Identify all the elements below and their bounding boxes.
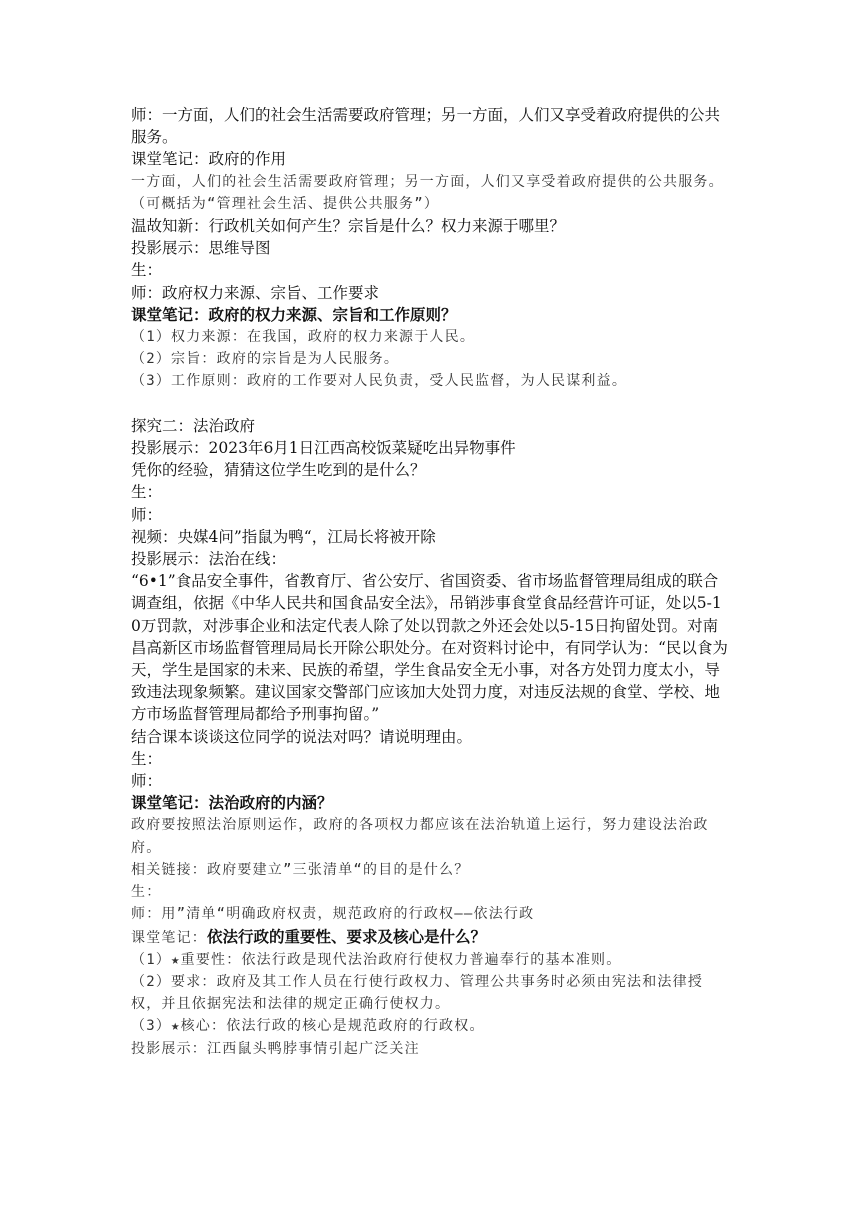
inquiry-two-heading: 探究二：法治政府 [131,416,256,435]
teacher-remark-5: 师：用”清单“明确政府权责，规范政府的行政权——依法行政 [131,906,535,923]
requirement-item: （2）要求：政府及其工作人员在行使行政权力、管理公共事务时必须由宪法和法律授权，并且依据宪法和法律的规定正确行使权力。 [131,973,704,1013]
class-note-heading-rule-of-law: 课堂笔记：法治政府的内涵？ [131,793,333,813]
discussion-question: 结合课本谈谈这位同学的说法对吗？请说明理由。 [131,727,473,746]
related-link: 相关链接：政府要建立”三张清单“的目的是什么？ [131,861,470,878]
class-note-admin-question: 依法行政的重要性、要求及核心是什么？ [207,926,487,946]
video-line: 视频：央媒4问”指鼠为鸭“，江局长将被开除 [131,527,436,546]
student-line-2: 生： [131,483,163,502]
core-item: （3）★核心：依法行政的核心是规范政府的行政权。 [131,1018,485,1035]
class-note-label: 课堂笔记： [131,929,207,946]
teacher-line-4: 师： [131,772,163,791]
document-body [131,104,731,1060]
review-question: 温故知新：行政机关如何产生？宗旨是什么？权力来源于哪里？ [131,217,566,236]
work-principle-item: （3）工作原则：政府的工作要对人民负责，受人民监督，为人民谋利益。 [131,373,628,390]
blank-spacer [131,393,731,415]
projection-mindmap: 投影展示：思维导图 [131,239,271,258]
class-note-heading-role: 课堂笔记：政府的作用 [131,150,287,169]
projection-rat-head: 投影展示：江西鼠头鸭脖事情引起广泛关注 [131,1040,420,1057]
teacher-line-3: 师： [131,505,163,524]
guess-question: 凭你的经验，猜猜这位学生吃到的是什么？ [131,461,426,480]
student-line-1: 生： [131,261,163,280]
student-line-4: 生： [131,884,162,901]
student-line-3: 生： [131,749,163,768]
class-note-heading-admin [131,926,731,949]
class-note-role-text: 一方面，人们的社会生活需要政府管理；另一方面，人们又享受着政府提供的公共服务。（可概括为“管理社会生活、提供公共服务”） [131,173,724,212]
teacher-remark-1: 师：一方面，人们的社会生活需要政府管理；另一方面，人们又享受着政府提供的公共服务。 [131,106,721,147]
class-note-heading-power: 课堂笔记：政府的权力来源、宗旨和工作原则？ [131,304,457,324]
rule-of-law-text: 政府要按照法治原则运作，政府的各项权力都应该在法治轨道上运行，努力建设法治政府。 [131,817,709,856]
case-paragraph: “6•1”食品安全事件，省教育厅、省公安厅、省国资委、省市场监督管理局组成的联合调查组，依据《中华人民共和国食品安全法》，吊销涉事食堂食品经营许可证，处以5-10万罚款，对涉事企业和法定代表人除了处以罚款之外还会处以5-15日拘留处罚。对南昌高新区市场监督管理局局长开除公职处分。在对资料讨论中，有同学认为：“民以食为天，学生是国家的未来、民族的希望，学生食品安全无小事，对各方处罚力度太小，导致违法现象频繁。建议国家交警部门应该加大处罚力度，对违反法规的食堂、学校、地方市场监督管理局都给予刑事拘留。” [131,572,728,724]
projection-law-online: 投影展示：法治在线： [131,550,287,569]
purpose-item: （2）宗旨：政府的宗旨是为人民服务。 [131,351,400,368]
power-source-item: （1）权力来源：在我国，政府的权力来源于人民。 [131,329,476,346]
projection-event: 投影展示：2023年6月1日江西高校饭菜疑吃出异物事件 [131,439,516,458]
teacher-remark-2: 师：政府权力来源、宗旨、工作要求 [131,283,380,302]
importance-item: （1）★重要性：依法行政是现代法治政府行使权力普遍奉行的基本准则。 [131,951,622,968]
